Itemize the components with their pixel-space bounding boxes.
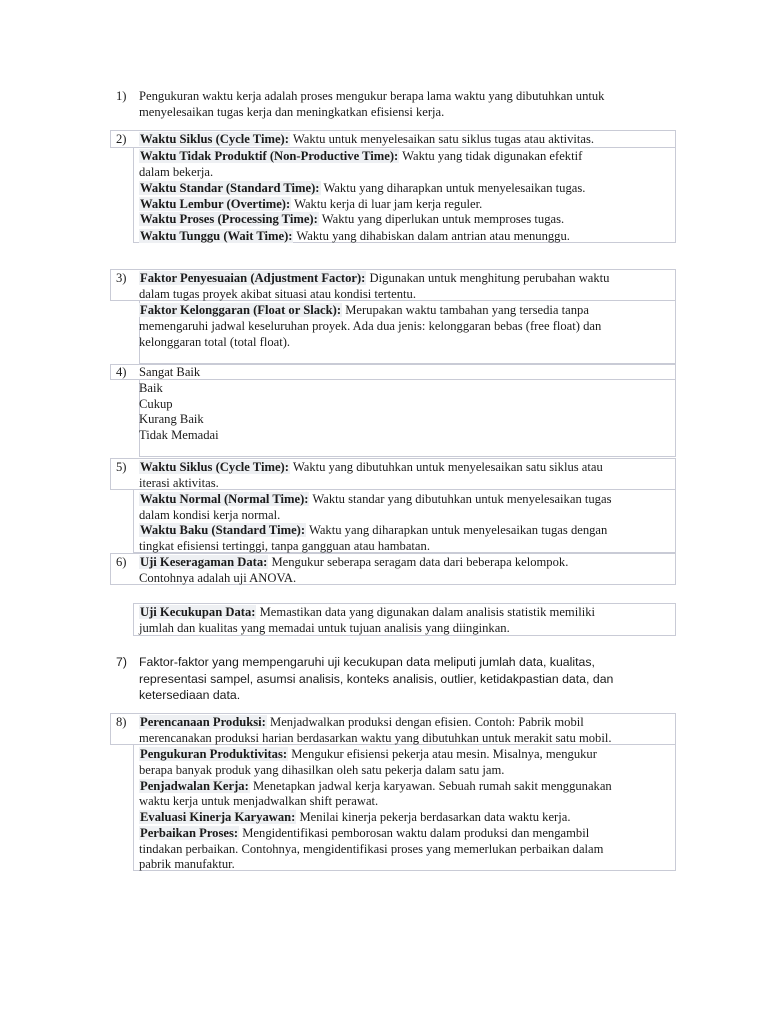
definition-line: dalam kondisi kerja normal. xyxy=(139,508,281,522)
definition-line xyxy=(139,778,612,794)
definition-text: Waktu yang dibutuhkan untuk menyelesaikan satu siklus atau xyxy=(292,460,603,474)
entry-box xyxy=(139,379,676,457)
term: Evaluasi Kinerja Karyawan: xyxy=(140,810,296,824)
definition-line xyxy=(139,148,582,164)
term: Perbaikan Proses: xyxy=(140,826,239,840)
term: Perencanaan Produksi: xyxy=(140,715,266,729)
definition-line xyxy=(139,196,482,212)
definition-line: memengaruhi jadwal keseluruhan proyek. Ada dua jenis: kelonggaran bebas (free float) dan xyxy=(139,319,602,333)
definition-line: Contohnya adalah uji ANOVA. xyxy=(139,571,297,585)
rating-option: Sangat Baik xyxy=(139,365,201,379)
definition-line xyxy=(139,459,603,475)
definition-text: Mengukur seberapa seragam data dari beberapa kelompok. xyxy=(271,555,569,569)
item-number: 8) xyxy=(116,715,127,729)
definition-text: Menilai kinerja pekerja berdasarkan data waktu kerja. xyxy=(299,810,571,824)
item-number: 2) xyxy=(116,132,127,146)
term: Waktu Proses (Processing Time): xyxy=(140,212,318,226)
definition-text: Digunakan untuk menghitung perubahan waktu xyxy=(369,271,610,285)
paragraph-line: Faktor-faktor yang mempengaruhi uji kecukupan data meliputi jumlah data, kualitas, xyxy=(139,655,595,669)
definition-text: Mengukur efisiensi pekerja atau mesin. Misalnya, mengukur xyxy=(291,747,597,761)
definition-text: Memastikan data yang digunakan dalam analisis statistik memiliki xyxy=(259,605,596,619)
definition-line xyxy=(139,522,607,538)
definition-line xyxy=(139,604,595,620)
item-number: 5) xyxy=(116,460,127,474)
definition-text: Waktu yang tidak digunakan efektif xyxy=(402,149,583,163)
rating-option: Tidak Memadai xyxy=(139,428,219,442)
term: Waktu Tunggu (Wait Time): xyxy=(140,229,293,243)
term: Faktor Penyesuaian (Adjustment Factor): xyxy=(140,271,366,285)
definition-line: tindakan perbaikan. Contohnya, mengidentifikasi proses yang memerlukan perbaikan dalam xyxy=(139,842,604,856)
definition-line xyxy=(139,491,611,507)
rating-option: Baik xyxy=(139,381,163,395)
definition-line: berapa banyak produk yang dihasilkan oleh satu pekerja dalam satu jam. xyxy=(139,763,505,777)
term: Uji Keseragaman Data: xyxy=(140,555,268,569)
definition-line xyxy=(139,714,584,730)
definition-line: pabrik manufaktur. xyxy=(139,857,235,871)
definition-text: Waktu standar yang dibutuhkan untuk menyelesaikan tugas xyxy=(312,492,612,506)
rating-option: Kurang Baik xyxy=(139,412,204,426)
definition-line xyxy=(139,809,570,825)
term: Penjadwalan Kerja: xyxy=(140,779,249,793)
paragraph-line: Pengukuran waktu kerja adalah proses mengukur berapa lama waktu yang dibutuhkan untuk xyxy=(139,89,605,103)
item-number: 7) xyxy=(116,655,127,669)
term: Waktu Standar (Standard Time): xyxy=(140,181,320,195)
paragraph-line: menyelesaikan tugas kerja dan meningkatkan efisiensi kerja. xyxy=(139,105,445,119)
definition-text: Merupakan waktu tambahan yang tersedia tanpa xyxy=(345,303,589,317)
definition-text: Menetapkan jadwal kerja karyawan. Sebuah rumah sakit menggunakan xyxy=(252,779,612,793)
definition-text: Waktu yang diperlukan untuk memproses tugas. xyxy=(321,212,565,226)
definition-line xyxy=(139,746,597,762)
definition-line xyxy=(139,302,589,318)
definition-line xyxy=(139,554,568,570)
definition-line: waktu kerja untuk menjadwalkan shift perawat. xyxy=(139,794,379,808)
paragraph-line: representasi sampel, asumsi analisis, konteks analisis, outlier, ketidakpastian data, dan xyxy=(139,672,614,686)
definition-line: merencanakan produksi harian berdasarkan waktu yang dibutuhkan untuk merakit satu mobil. xyxy=(139,731,612,745)
item-number: 4) xyxy=(116,365,127,379)
rating-option: Cukup xyxy=(139,397,173,411)
definition-line xyxy=(139,211,564,227)
term: Uji Kecukupan Data: xyxy=(140,605,256,619)
term: Waktu Tidak Produktif (Non-Productive Time): xyxy=(140,149,399,163)
definition-line: tingkat efisiensi tertinggi, tanpa gangguan atau hambatan. xyxy=(139,539,430,553)
definition-line xyxy=(139,131,594,147)
term: Pengukuran Produktivitas: xyxy=(140,747,288,761)
term: Waktu Siklus (Cycle Time): xyxy=(140,460,289,474)
definition-line xyxy=(139,825,589,841)
definition-line: dalam tugas proyek akibat situasi atau kondisi tertentu. xyxy=(139,287,416,301)
definition-text: Waktu yang diharapkan untuk menyelesaikan tugas dengan xyxy=(308,523,608,537)
item-number: 1) xyxy=(116,89,127,103)
definition-text: Waktu yang diharapkan untuk menyelesaikan tugas. xyxy=(323,181,586,195)
term: Waktu Siklus (Cycle Time): xyxy=(140,132,289,146)
item-number: 6) xyxy=(116,555,127,569)
definition-text: Waktu untuk menyelesaikan satu siklus tugas atau aktivitas. xyxy=(292,132,595,146)
term: Waktu Baku (Standard Time): xyxy=(140,523,306,537)
item-number: 3) xyxy=(116,271,127,285)
definition-text: Menjadwalkan produksi dengan efisien. Contoh: Pabrik mobil xyxy=(270,715,584,729)
definition-text: Mengidentifikasi pemborosan waktu dalam produksi dan mengambil xyxy=(242,826,590,840)
definition-line xyxy=(139,270,609,286)
term: Faktor Kelonggaran (Float or Slack): xyxy=(140,303,342,317)
definition-line xyxy=(139,228,570,244)
definition-line: dalam bekerja. xyxy=(139,165,214,179)
definition-line: jumlah dan kualitas yang memadai untuk tujuan analisis yang diinginkan. xyxy=(139,621,510,635)
definition-text: Waktu yang dihabiskan dalam antrian atau menunggu. xyxy=(296,229,570,243)
term: Waktu Lembur (Overtime): xyxy=(140,197,291,211)
definition-line: kelonggaran total (total float). xyxy=(139,335,291,349)
term: Waktu Normal (Normal Time): xyxy=(140,492,309,506)
definition-line: iterasi aktivitas. xyxy=(139,476,219,490)
paragraph-line: ketersediaan data. xyxy=(139,688,241,702)
definition-line xyxy=(139,180,585,196)
definition-text: Waktu kerja di luar jam kerja reguler. xyxy=(294,197,483,211)
